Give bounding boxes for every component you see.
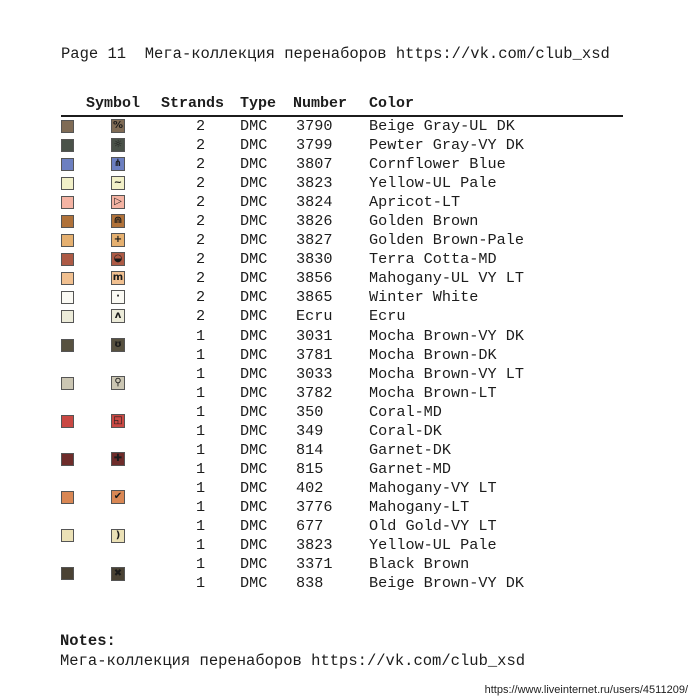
type-cell: DMC	[240, 155, 268, 174]
number-cell: 3031	[296, 326, 333, 345]
table-row	[61, 155, 623, 174]
type-cell: DMC	[240, 516, 268, 535]
strands-cell: 1	[196, 459, 206, 478]
color-name-cell: Terra Cotta-MD	[369, 250, 497, 269]
strands-cell: 1	[196, 383, 206, 402]
color-name-cell: Cornflower Blue	[369, 155, 506, 174]
table-row	[61, 307, 623, 326]
color-swatch	[61, 196, 74, 209]
type-cell: DMC	[240, 478, 268, 497]
legend-rows	[61, 117, 623, 593]
strands-cell: 1	[196, 345, 206, 364]
color-swatch	[61, 215, 74, 228]
strands-cell: 1	[196, 497, 206, 516]
type-cell: DMC	[240, 231, 268, 250]
type-cell: DMC	[240, 117, 268, 135]
strands-cell: 2	[196, 307, 206, 326]
strands-cell: 2	[196, 155, 206, 174]
table-row	[61, 555, 623, 579]
type-cell: DMC	[240, 364, 268, 383]
color-name-cell: Mahogany-VY LT	[369, 478, 497, 497]
table-row	[61, 402, 623, 427]
number-cell: 3781	[296, 345, 333, 364]
number-cell: 3856	[296, 269, 333, 288]
color-name-cell: Mahogany-LT	[369, 497, 470, 516]
number-cell: 3865	[296, 288, 333, 307]
type-cell: DMC	[240, 402, 268, 421]
strands-cell: 1	[196, 326, 206, 345]
col-header-number: Number	[293, 95, 348, 112]
strands-cell: 2	[196, 231, 206, 250]
number-cell: 402	[296, 478, 324, 497]
color-swatch	[61, 120, 74, 133]
color-name-cell: Coral-DK	[369, 421, 442, 440]
type-cell: DMC	[240, 212, 268, 231]
number-cell: 3827	[296, 231, 333, 250]
color-name-cell: Black Brown	[369, 555, 470, 574]
stitch-symbol-icon: ⋒	[111, 214, 125, 228]
table-row	[61, 269, 623, 288]
color-name-cell: Golden Brown-Pale	[369, 231, 524, 250]
color-swatch	[61, 253, 74, 266]
stitch-symbol-icon: m	[112, 272, 124, 284]
color-name-cell: Mahogany-UL VY LT	[369, 269, 524, 288]
stitch-symbol-icon: ✔	[111, 490, 125, 504]
strands-cell: 2	[196, 193, 206, 212]
strands-cell: 1	[196, 555, 206, 574]
number-cell: 3807	[296, 155, 333, 174]
type-cell: DMC	[240, 574, 268, 593]
col-header-type: Type	[240, 95, 277, 112]
page-title: Мега-коллекция перенаборов https://vk.com/club_xsd	[144, 45, 610, 63]
number-cell: 3830	[296, 250, 333, 269]
strands-cell: 1	[196, 536, 206, 555]
color-name-cell: Garnet-DK	[369, 440, 452, 459]
type-cell: DMC	[240, 345, 268, 364]
table-row	[61, 574, 623, 593]
strands-cell: 2	[196, 174, 206, 193]
color-name-cell: Ecru	[369, 307, 406, 326]
table-row	[61, 364, 623, 389]
stitch-symbol-icon: ✖	[111, 567, 125, 581]
number-cell: 3033	[296, 364, 333, 383]
stitch-symbol-icon: ·	[111, 290, 125, 304]
type-cell: DMC	[240, 440, 268, 459]
color-name-cell: Mocha Brown-DK	[369, 345, 497, 364]
color-name-cell: Garnet-MD	[369, 459, 452, 478]
type-cell: DMC	[240, 307, 268, 326]
strands-cell: 1	[196, 402, 206, 421]
type-cell: DMC	[240, 136, 268, 155]
table-row	[61, 212, 623, 231]
table-row	[61, 250, 623, 269]
type-cell: DMC	[240, 536, 268, 555]
type-cell: DMC	[240, 497, 268, 516]
number-cell: 3790	[296, 117, 333, 135]
strands-cell: 1	[196, 364, 206, 383]
notes-title: Notes:	[60, 632, 116, 650]
table-row	[61, 117, 623, 136]
table-row	[61, 288, 623, 307]
col-header-strands: Strands	[161, 95, 225, 112]
table-row	[61, 136, 623, 155]
table-row	[61, 536, 623, 555]
color-name-cell: Winter White	[369, 288, 479, 307]
table-row	[61, 498, 623, 517]
color-swatch	[61, 177, 74, 190]
table-row	[61, 174, 623, 193]
type-cell: DMC	[240, 459, 268, 478]
strands-cell: 2	[196, 288, 206, 307]
number-cell: 814	[296, 440, 324, 459]
stitch-symbol-icon: ~	[111, 176, 125, 190]
type-cell: DMC	[240, 288, 268, 307]
number-cell: 3371	[296, 555, 333, 574]
color-swatch	[61, 234, 74, 247]
table-row	[61, 422, 623, 441]
number-cell: 350	[296, 402, 324, 421]
type-cell: DMC	[240, 421, 268, 440]
table-row	[61, 384, 623, 403]
col-header-symbol: Symbol	[86, 95, 141, 112]
color-name-cell: Mocha Brown-VY LT	[369, 364, 524, 383]
color-name-cell: Beige Brown-VY DK	[369, 574, 524, 593]
number-cell: 3782	[296, 383, 333, 402]
number-cell: 677	[296, 516, 324, 535]
type-cell: DMC	[240, 383, 268, 402]
color-name-cell: Golden Brown	[369, 212, 479, 231]
strands-cell: 1	[196, 421, 206, 440]
table-row	[61, 478, 623, 503]
color-name-cell: Beige Gray-UL DK	[369, 117, 515, 135]
page-number: Page 11	[61, 45, 127, 63]
color-name-cell: Mocha Brown-LT	[369, 383, 497, 402]
stitch-symbol-icon: +	[111, 233, 125, 247]
type-cell: DMC	[240, 555, 268, 574]
number-cell: 3826	[296, 212, 333, 231]
number-cell: Ecru	[296, 307, 333, 326]
number-cell: 815	[296, 459, 324, 478]
type-cell: DMC	[240, 269, 268, 288]
watermark: https://www.liveinternet.ru/users/4511209/	[484, 684, 688, 696]
stitch-symbol-icon: ◱	[111, 414, 125, 428]
stitch-symbol-icon: ✚	[111, 452, 125, 466]
stitch-symbol-icon: ʌ	[111, 309, 125, 323]
notes-text: Мега-коллекция перенаборов https://vk.com/club_xsd	[60, 652, 526, 670]
table-row	[61, 193, 623, 212]
strands-cell: 2	[196, 269, 206, 288]
strands-cell: 1	[196, 574, 206, 593]
stitch-symbol-icon: ⚲	[111, 376, 125, 390]
color-swatch	[61, 139, 74, 152]
table-row	[61, 326, 623, 351]
color-name-cell: Old Gold-VY LT	[369, 516, 497, 535]
table-row	[61, 231, 623, 250]
strands-cell: 2	[196, 117, 206, 135]
strands-cell: 2	[196, 250, 206, 269]
page-header	[61, 45, 610, 63]
table-row	[61, 440, 623, 465]
number-cell: 3824	[296, 193, 333, 212]
color-name-cell: Apricot-LT	[369, 193, 461, 212]
col-header-color: Color	[369, 95, 415, 112]
type-cell: DMC	[240, 250, 268, 269]
strands-cell: 2	[196, 212, 206, 231]
number-cell: 3823	[296, 536, 333, 555]
strands-cell: 1	[196, 516, 206, 535]
stitch-symbol-icon: )	[111, 529, 125, 543]
type-cell: DMC	[240, 174, 268, 193]
color-swatch	[61, 310, 74, 323]
type-cell: DMC	[240, 193, 268, 212]
color-name-cell: Yellow-UL Pale	[369, 174, 497, 193]
color-name-cell: Coral-MD	[369, 402, 442, 421]
stitch-symbol-icon: ▷	[111, 195, 125, 209]
strands-cell: 1	[196, 478, 206, 497]
strands-cell: 1	[196, 440, 206, 459]
color-swatch	[61, 291, 74, 304]
table-row	[61, 460, 623, 479]
stitch-symbol-icon: ◒	[111, 252, 125, 266]
color-swatch	[61, 158, 74, 171]
stitch-symbol-icon: %	[112, 120, 124, 132]
color-swatch	[61, 272, 74, 285]
color-name-cell: Yellow-UL Pale	[369, 536, 497, 555]
stitch-symbol-icon: ʊ	[111, 338, 125, 352]
type-cell: DMC	[240, 326, 268, 345]
stitch-symbol-icon: ⋔	[111, 157, 125, 171]
number-cell: 3823	[296, 174, 333, 193]
table-row	[61, 516, 623, 541]
stitch-symbol-icon: ☼	[111, 138, 125, 152]
strands-cell: 2	[196, 136, 206, 155]
color-name-cell: Pewter Gray-VY DK	[369, 136, 524, 155]
color-name-cell: Mocha Brown-VY DK	[369, 326, 524, 345]
number-cell: 3799	[296, 136, 333, 155]
number-cell: 3776	[296, 497, 333, 516]
number-cell: 349	[296, 421, 324, 440]
number-cell: 838	[296, 574, 324, 593]
table-row	[61, 346, 623, 365]
